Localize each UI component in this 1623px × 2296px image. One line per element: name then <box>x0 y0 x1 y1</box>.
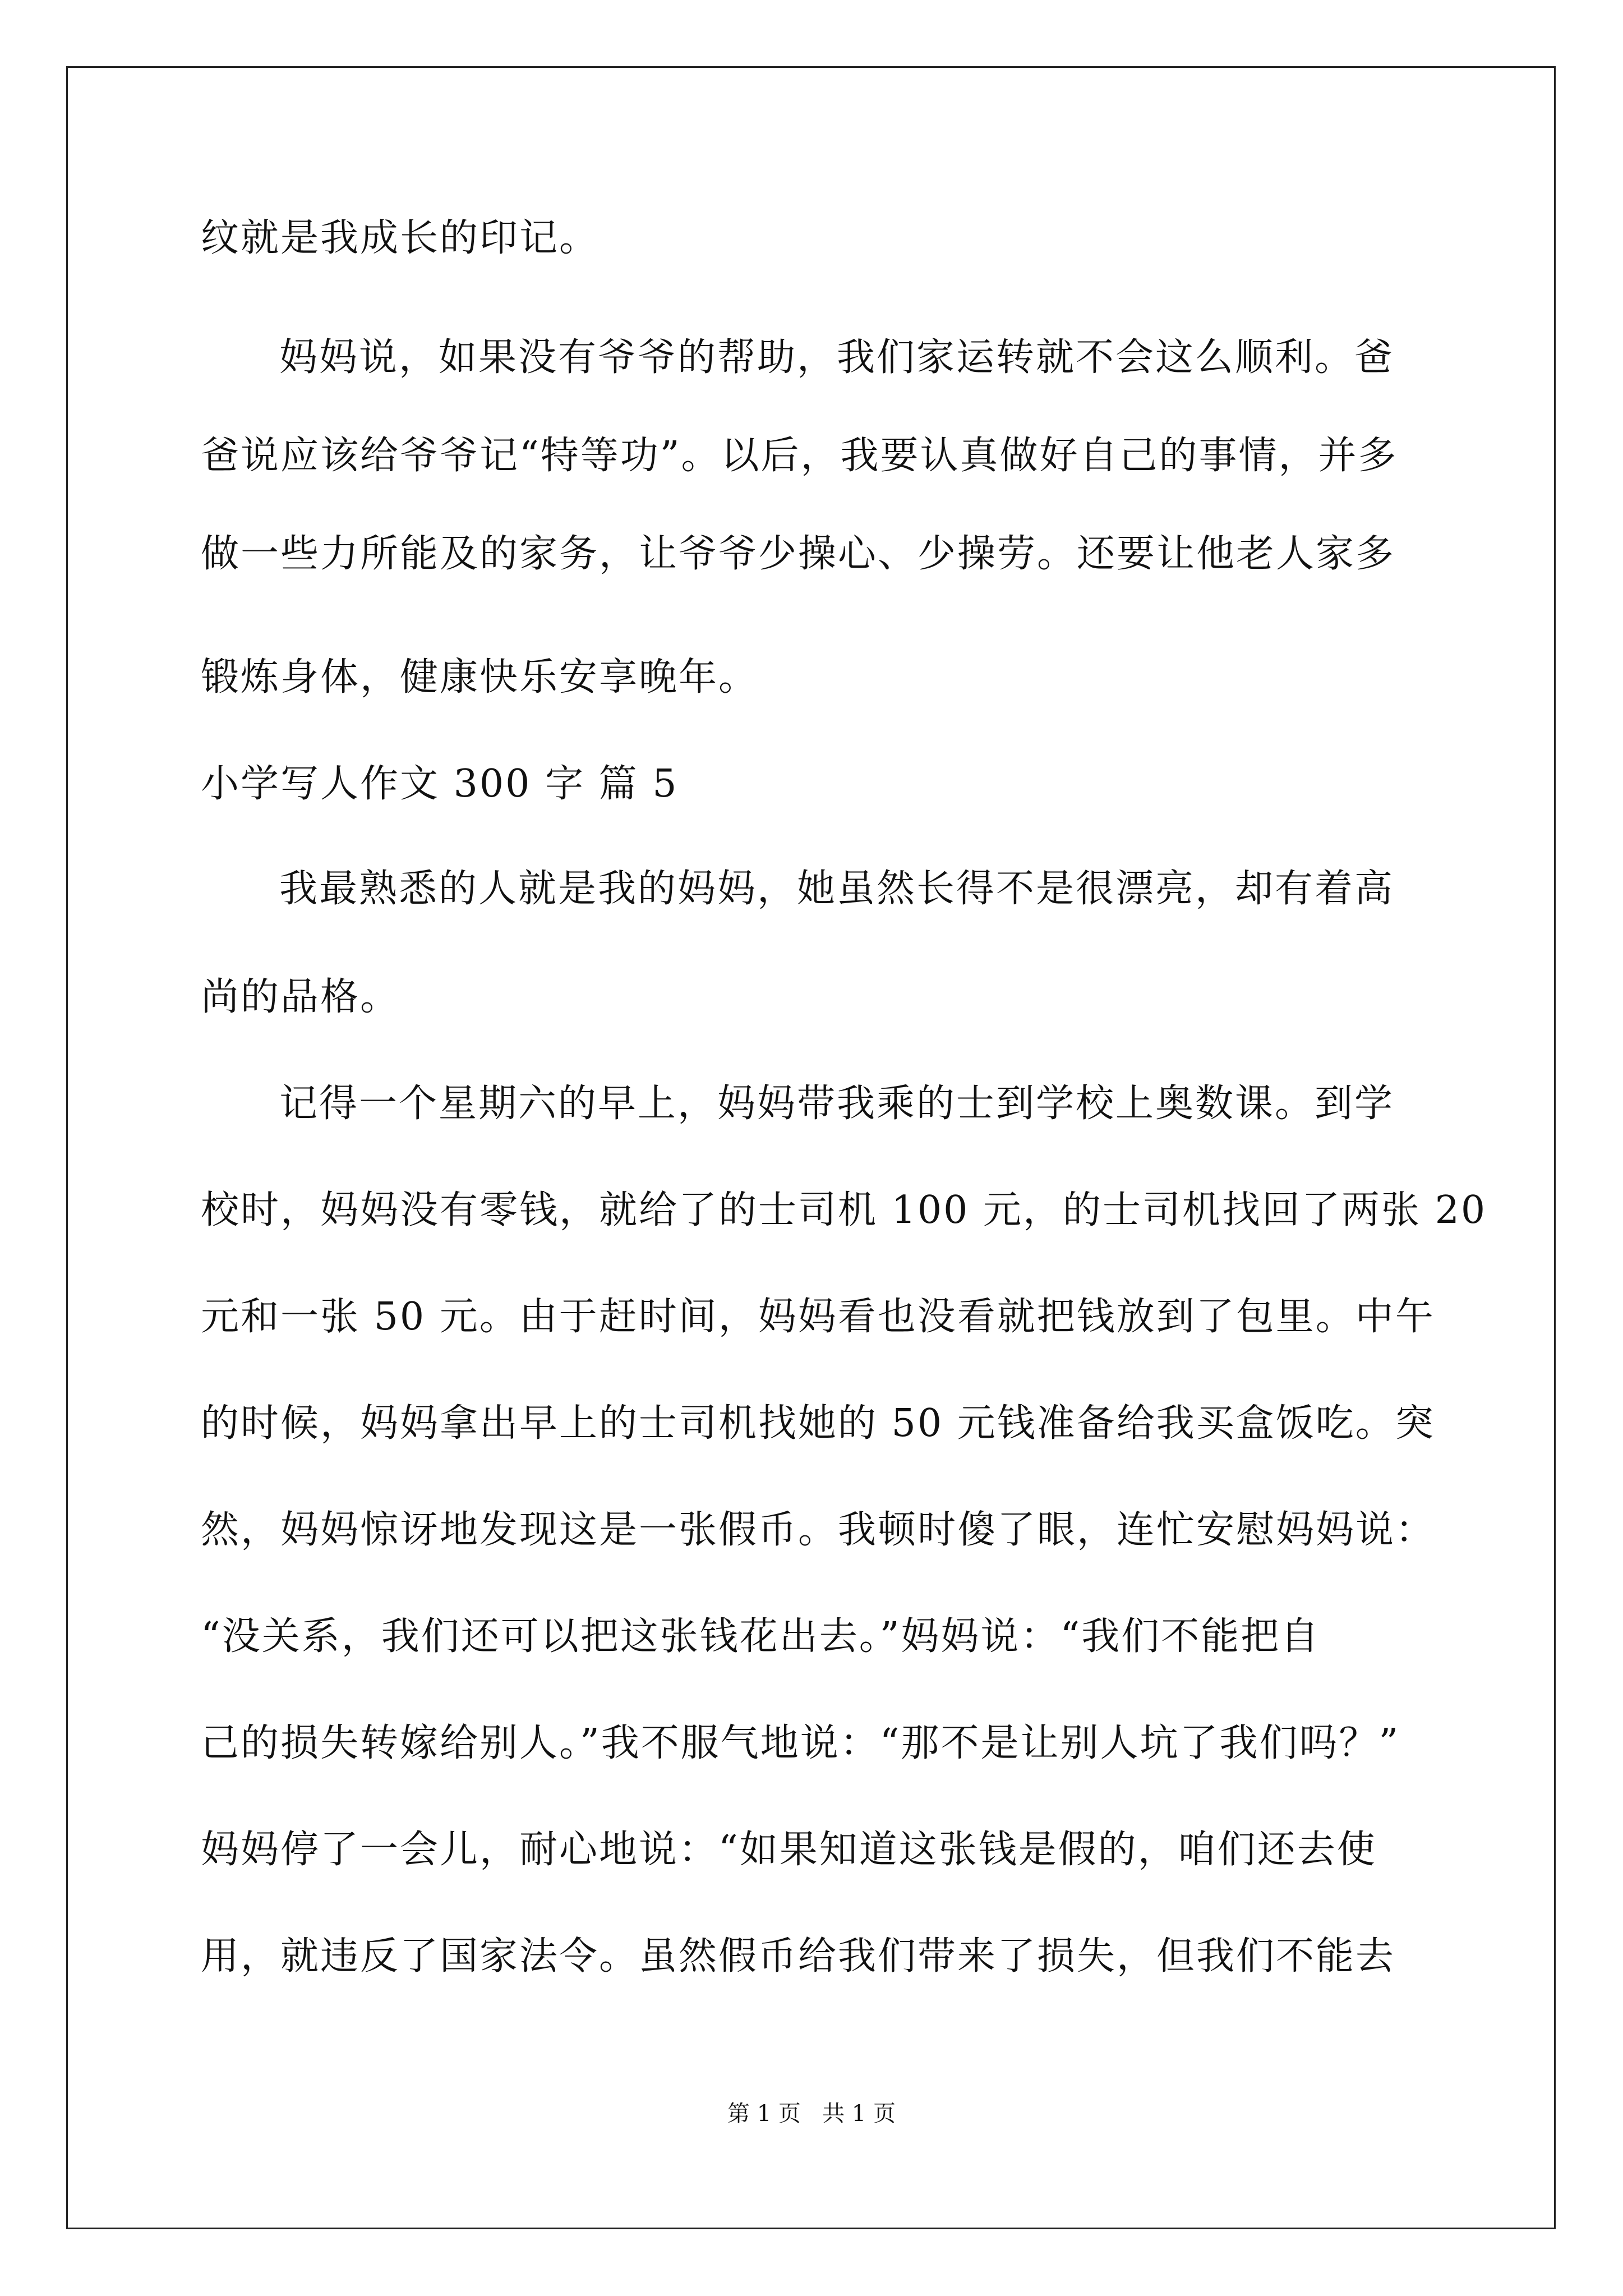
paragraph-line: 的时候，妈妈拿出早上的士司机找她的 50 元钱准备给我买盒饭吃。突 <box>201 1401 1435 1446</box>
paragraph-line: 爸说应该给爷爷记“特等功”。以后，我要认真做好自己的事情，并多 <box>201 434 1398 478</box>
paragraph-line: 校时，妈妈没有零钱，就给了的士司机 100 元，的士司机找回了两张 20 <box>201 1188 1487 1232</box>
paragraph-line: 做一些力所能及的家务，让爷爷少操心、少操劳。还要让他老人家多 <box>201 532 1396 576</box>
page-border <box>66 66 1556 2229</box>
paragraph-line: 尚的品格。 <box>201 975 400 1019</box>
paragraph-line: 我最熟悉的人就是我的妈妈，她虽然长得不是很漂亮，却有着高 <box>279 867 1395 911</box>
paragraph-line: 己的损失转嫁给别人。”我不服气地说：“那不是让别人坑了我们吗？” <box>201 1721 1400 1765</box>
paragraph-line: 然，妈妈惊讶地发现这是一张假币。我顿时傻了眼，连忙安慰妈妈说： <box>201 1508 1436 1552</box>
section-heading: 小学写人作文 300 字 篇 5 <box>201 762 679 806</box>
page-footer: 第 1 页 共 1 页 <box>727 2101 896 2127</box>
paragraph-line: 纹就是我成长的印记。 <box>201 216 600 260</box>
paragraph-line: 锻炼身体，健康快乐安享晚年。 <box>201 655 759 700</box>
paragraph-line: 记得一个星期六的早上，妈妈带我乘的士到学校上奥数课。到学 <box>279 1082 1395 1126</box>
paragraph-line: 用，就违反了国家法令。虽然假币给我们带来了损失，但我们不能去 <box>201 1934 1396 1978</box>
paragraph-line: 妈妈停了一会儿，耐心地说：“如果知道这张钱是假的，咱们还去使 <box>201 1828 1377 1872</box>
paragraph-line: 妈妈说，如果没有爷爷的帮助，我们家运转就不会这么顺利。爸 <box>279 335 1395 380</box>
paragraph-line: “没关系，我们还可以把这张钱花出去。”妈妈说：“我们不能把自 <box>201 1614 1321 1659</box>
paragraph-line: 元和一张 50 元。由于赶时间，妈妈看也没看就把钱放到了包里。中午 <box>201 1295 1435 1339</box>
